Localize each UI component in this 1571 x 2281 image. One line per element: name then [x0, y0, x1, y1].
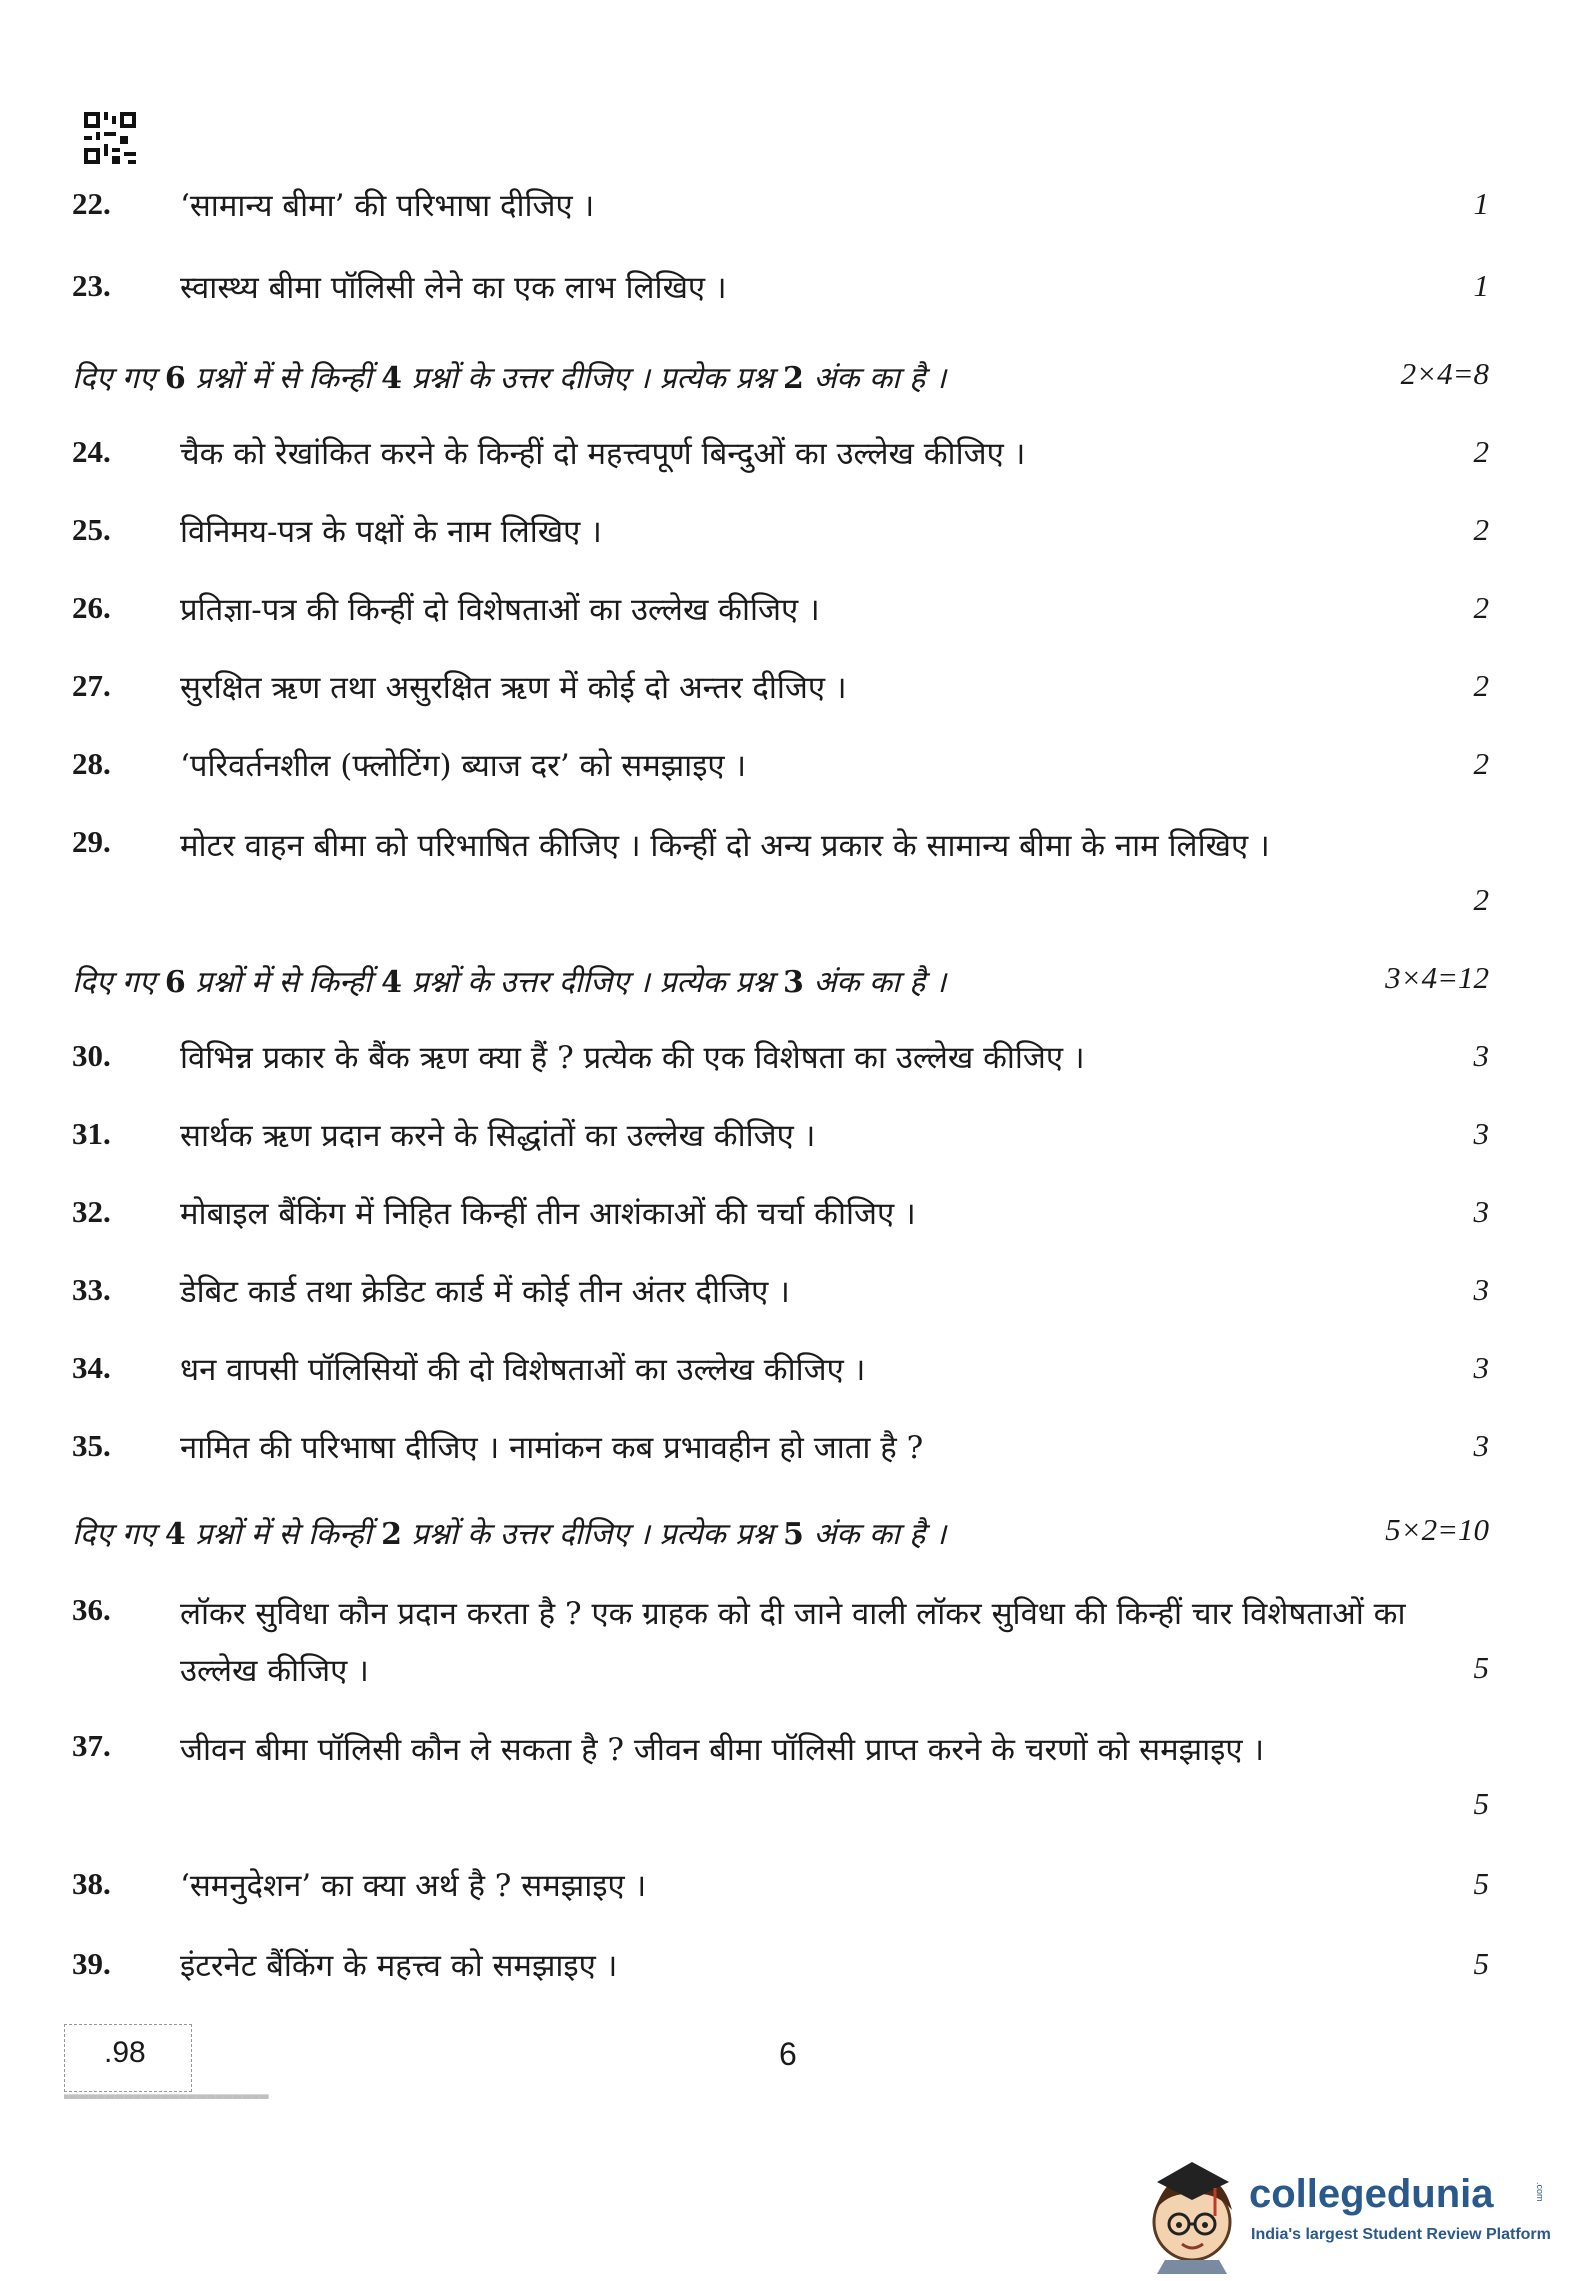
question-text: ‘समनुदेशन’ का क्या अर्थ है ? समझाइए । [180, 1868, 647, 1904]
question-number: 25. [72, 512, 111, 547]
paper-code: .98 [104, 2036, 146, 2069]
qr-code [84, 112, 136, 164]
question-text: सार्थक ऋण प्रदान करने के सिद्धांतों का उल्लेख कीजिए । [180, 1118, 816, 1154]
question-marks: 2 [1473, 434, 1489, 469]
question-marks: 5 [1473, 1650, 1489, 1685]
collegedunia-logo [1137, 2152, 1557, 2274]
question-number: 28. [72, 746, 111, 781]
question-number: 31. [72, 1116, 111, 1151]
question-number: 34. [72, 1350, 111, 1385]
question-marks: 3 [1473, 1116, 1489, 1151]
question-number: 36. [72, 1592, 111, 1627]
question-text: विनिमय-पत्र के पक्षों के नाम लिखिए । [180, 514, 602, 550]
question-marks: 5 [1473, 1866, 1489, 1901]
question-marks: 2 [1473, 746, 1489, 781]
question-marks: 1 [1473, 268, 1489, 303]
question-number: 23. [72, 268, 111, 303]
question-text: विभिन्न प्रकार के बैंक ऋण क्या हैं ? प्रत्येक की एक विशेषता का उल्लेख कीजिए । [180, 1040, 1085, 1076]
question-number: 30. [72, 1038, 111, 1073]
question-text: ‘परिवर्तनशील (फ्लोटिंग) ब्याज दर’ को समझाइए । [180, 748, 747, 784]
question-marks: 1 [1473, 186, 1489, 221]
section-marks: 5×2=10 [1385, 1512, 1489, 1547]
section-marks: 2×4=8 [1400, 356, 1489, 391]
question-marks: 2 [1473, 668, 1489, 703]
question-text: सुरक्षित ऋण तथा असुरक्षित ऋण में कोई दो अन्तर दीजिए । [180, 670, 847, 706]
question-number: 38. [72, 1866, 111, 1901]
question-marks: 2 [1473, 882, 1489, 917]
logo-name: collegedunia [1249, 2172, 1494, 2216]
question-marks: 3 [1473, 1350, 1489, 1385]
question-marks: 3 [1473, 1272, 1489, 1307]
question-marks: 2 [1473, 590, 1489, 625]
question-text: लॉकर सुविधा कौन प्रदान करता है ? एक ग्राहक को दी जाने वाली लॉकर सुविधा की किन्हीं चार विशेषताओं का उल्लेख कीजिए । [180, 1596, 1406, 1689]
question-number: 24. [72, 434, 111, 469]
section-marks: 3×4=12 [1385, 960, 1489, 995]
question-text: ‘सामान्य बीमा’ की परिभाषा दीजिए । [180, 188, 595, 224]
question-marks: 3 [1473, 1428, 1489, 1463]
question-text: जीवन बीमा पॉलिसी कौन ले सकता है ? जीवन बीमा पॉलिसी प्राप्त करने के चरणों को समझाइए । [180, 1732, 1265, 1768]
question-text: नामित की परिभाषा दीजिए । नामांकन कब प्रभावहीन हो जाता है ? [180, 1430, 924, 1466]
question-number: 22. [72, 186, 111, 221]
question-marks: 3 [1473, 1038, 1489, 1073]
question-number: 32. [72, 1194, 111, 1229]
question-text: मोबाइल बैंकिंग में निहित किन्हीं तीन आशंकाओं की चर्चा कीजिए । [180, 1196, 916, 1232]
section-instruction: दिए गए 6 प्रश्नों में से किन्हीं 4 प्रश्नों के उत्तर दीजिए । प्रत्येक प्रश्न 2 अंक का है । [72, 361, 947, 396]
question-number: 33. [72, 1272, 111, 1307]
question-text: मोटर वाहन बीमा को परिभाषित कीजिए । किन्हीं दो अन्य प्रकार के सामान्य बीमा के नाम लिखिए । [180, 828, 1270, 864]
mascot-icon [1137, 2152, 1247, 2274]
question-text: डेबिट कार्ड तथा क्रेडिट कार्ड में कोई तीन अंतर दीजिए । [180, 1274, 790, 1310]
question-marks: 2 [1473, 512, 1489, 547]
page-number: 6 [779, 2036, 797, 2072]
question-text: इंटरनेट बैंकिंग के महत्त्व को समझाइए । [180, 1948, 618, 1984]
question-text: स्वास्थ्य बीमा पॉलिसी लेने का एक लाभ लिखिए । [180, 270, 727, 306]
logo-suffix: .com [1535, 2182, 1545, 2202]
question-number: 26. [72, 590, 111, 625]
question-number: 29. [72, 824, 111, 859]
question-marks: 3 [1473, 1194, 1489, 1229]
microtext-line: ▒▒▒▒▒▒▒▒▒▒▒▒▒▒▒▒▒▒▒▒▒▒▒▒▒▒▒▒▒▒▒▒▒▒▒▒▒▒▒▒▒▒▒▒▒▒▒▒▒▒▒▒▒▒▒▒▒▒▒▒▒▒▒▒▒▒▒▒▒▒▒▒▒▒▒▒▒▒▒▒▒▒▒▒▒ [64, 2094, 269, 2099]
question-text: प्रतिज्ञा-पत्र की किन्हीं दो विशेषताओं का उल्लेख कीजिए । [180, 592, 820, 628]
question-text: धन वापसी पॉलिसियों की दो विशेषताओं का उल्लेख कीजिए । [180, 1352, 866, 1388]
question-marks: 5 [1473, 1946, 1489, 1981]
question-text: चैक को रेखांकित करने के किन्हीं दो महत्त्वपूर्ण बिन्दुओं का उल्लेख कीजिए । [180, 436, 1026, 472]
question-number: 27. [72, 668, 111, 703]
question-number: 37. [72, 1728, 111, 1763]
section-instruction: दिए गए 4 प्रश्नों में से किन्हीं 2 प्रश्नों के उत्तर दीजिए । प्रत्येक प्रश्न 5 अंक का है । [72, 1517, 947, 1552]
question-marks: 5 [1473, 1786, 1489, 1821]
section-instruction: दिए गए 6 प्रश्नों में से किन्हीं 4 प्रश्नों के उत्तर दीजिए । प्रत्येक प्रश्न 3 अंक का है । [72, 965, 947, 1000]
question-number: 35. [72, 1428, 111, 1463]
question-number: 39. [72, 1946, 111, 1981]
logo-tagline: India's largest Student Review Platform [1251, 2226, 1551, 2243]
